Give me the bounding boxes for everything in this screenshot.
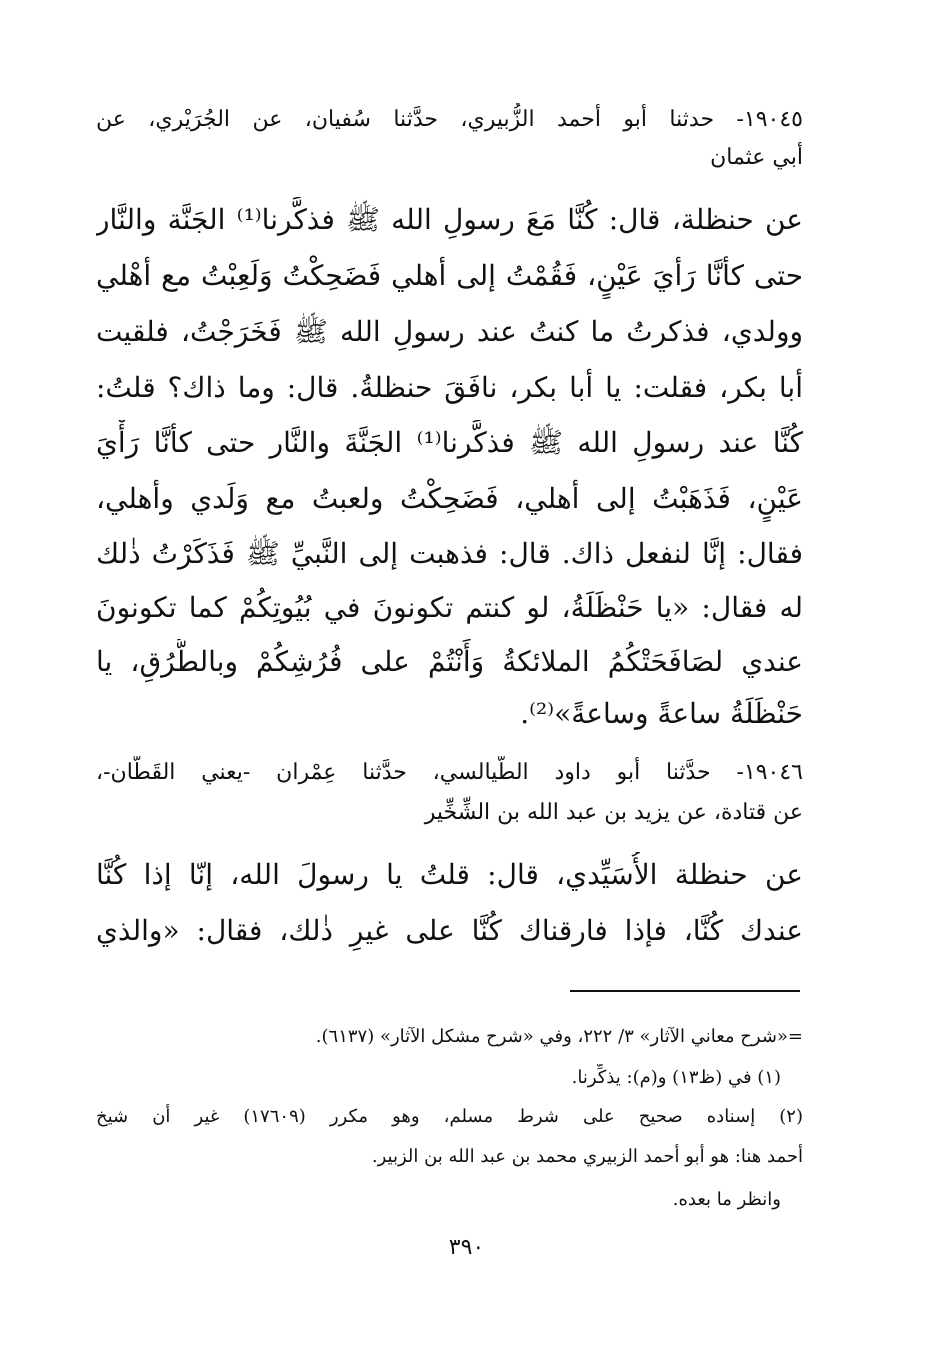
hadith-19045-matn-line-10: حَنْظَلَةُ ساعةً وساعةً»⁽²⁾. [520,697,803,730]
hadith-19046-matn-line-1: عن حنظلة الأُسَيِّدي، قال: قلتُ يا رسولَ الله، إنّا إذا كُنَّا [96,858,803,891]
page-number: ٣٩٠ [448,1235,485,1260]
footnote-2-line-1: (٢) إسناده صحيح على شرط مسلم، وهو مكرر (١٧٦٠٩) غير أن شيخ [96,1106,803,1127]
hadith-19045-matn-line-9: عندي لصَافَحَتْكُمُ الملائكةُ وَأَنْتُمْ على فُرُشِكُمْ وبالطُّرُقِ، يا [96,645,803,678]
hadith-19045-matn-line-1: عن حنظلة، قال: كُنَّا مَعَ رسولِ الله ﷺ فذكَّرنا⁽¹⁾ الجَنَّة والنَّار [96,203,803,236]
hadith-19046-isnad-line-1: ١٩٠٤٦- حدَّثنا أبو داود الطَّيالسي، حدَّثنا عِمْران -يعني القَطَّان-، [96,760,803,785]
hadith-19045-isnad-line-1: ١٩٠٤٥- حدثنا أبو أحمد الزُّبيري، حدَّثنا سُفيان، عن الجُرَيْري، عن [96,107,803,132]
hadith-19046-matn-line-2: عندك كُنَّا، فإذا فارقناك كُنَّا على غيرِ ذٰلك، فقال: «والذي [96,914,803,947]
hadith-19045-matn-line-4: أبا بكر، فقلت: يا أبا بكر، نافَقَ حنظلةُ. قال: وما ذاك؟ قلتُ: [96,371,803,404]
footnote-separator [570,990,800,992]
hadith-19045-matn-line-6: عَيْنٍ، فَذَهَبْتُ إلى أهلي، فَضَحِكْتُ ولعبتُ مع وَلَدي وأهلي، [96,482,803,515]
hadith-19045-isnad-line-2: أبي عثمان [710,145,803,170]
footnote-see-next: وانظر ما بعده. [672,1189,781,1210]
hadith-19045-matn-line-5: كُنَّا عند رسولِ الله ﷺ فذكَّرنا⁽¹⁾ الجَنَّةَ والنَّار حتى كأنَّا رَأْيَ [96,426,803,459]
hadith-19046-isnad-line-2: عن قتادة، عن يزيد بن عبد الله بن الشِّخِّير [424,800,803,825]
hadith-19045-matn-line-8: له فقال: «يا حَنْظَلَةُ، لو كنتم تكونونَ في بُيُوتِكُمْ كما تكونونَ [96,591,803,624]
hadith-19045-matn-line-7: فقال: إنَّا لنفعل ذاك. قال: فذهبت إلى النَّبيِّ ﷺ فَذَكَرْتُ ذٰلك [96,537,803,570]
footnote-1: (١) في (ظ١٣) و(م): يذكِّرنا. [571,1067,781,1088]
footnote-2-line-2: أحمد هنا: هو أبو أحمد الزبيري محمد بن عبد الله بن الزبير. [371,1146,803,1167]
hadith-19045-matn-line-2: حتى كأنَّا رَأيَ عَيْنٍ، فَقُمْتُ إلى أهلي فَضَحِكْتُ وَلَعِبْتُ مع أهْلي [96,259,803,292]
footnote-continuation: =«شرح معاني الآثار» ٣/ ٢٢٢، وفي «شرح مشكل الآثار» (٦١٣٧). [315,1026,803,1047]
hadith-19045-matn-line-3: وولدي، فذكرتُ ما كنتُ عند رسولِ الله ﷺ فَخَرَجْتُ، فلقيت [96,315,803,348]
